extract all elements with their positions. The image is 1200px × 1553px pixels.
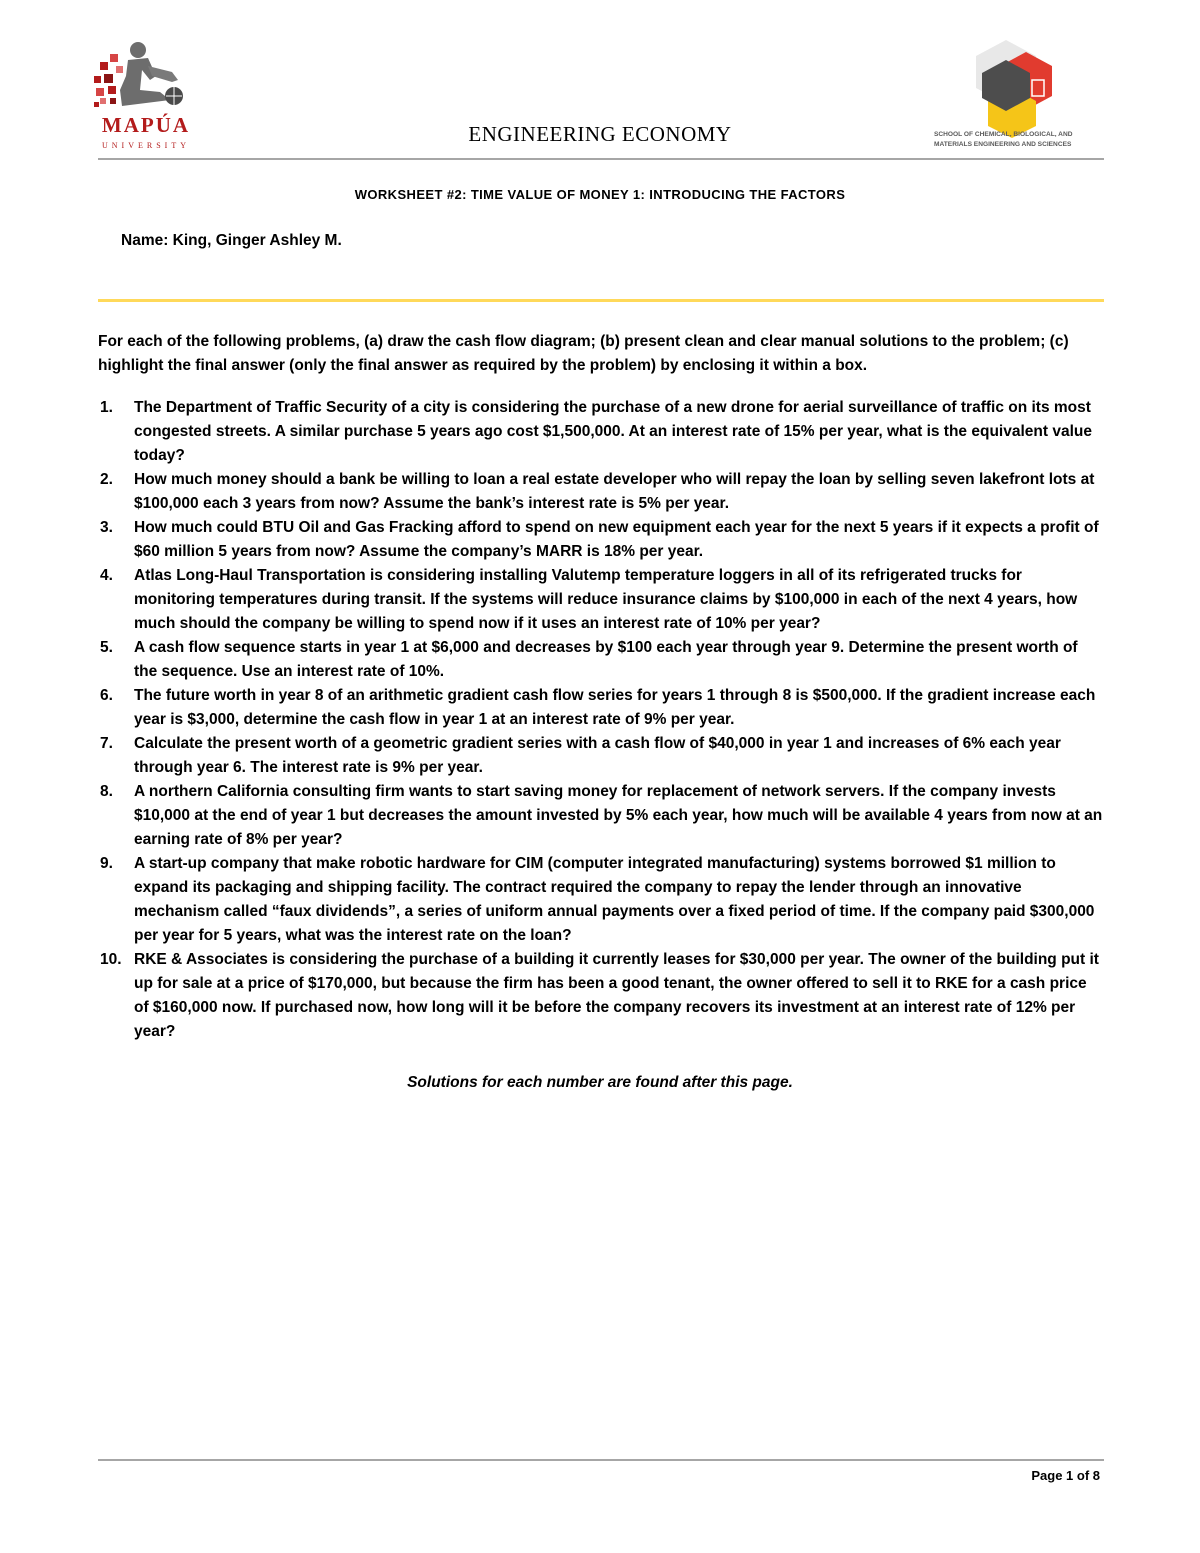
problem-text: RKE & Associates is considering the purchase of a building it currently leases for $30,000 per year. The owner of the building put it up for sale at a price of $170,000, but because the firm has been a good tenant, the owner offered to sell it to RKE for a cash price of $160,000 now. If purchased now, how long will it be before the company recovers its investment at an interest rate of 12% per year? [134, 951, 1099, 1040]
problem-list [98, 396, 1104, 1044]
problem-number: 8. [100, 783, 113, 800]
problem-text: Atlas Long-Haul Transportation is considering installing Valutemp temperature loggers in all of its refrigerated trucks for monitoring temperatures during transit. If the systems will reduce insurance claims by $100,000 in each of the next 4 years, how much should the company be willing to spend now if it uses an interest rate of 10% per year? [134, 567, 1078, 632]
school-hexagon-logo-icon [930, 36, 1110, 154]
instructions-paragraph: For each of the following problems, (a) draw the cash flow diagram; (b) present clean and clear manual solutions to the problem; (c) highlight the final answer (only the final answer as required by the problem) by enclosing it within a box. [98, 333, 1069, 374]
header-divider [98, 158, 1104, 160]
course-title: ENGINEERING ECONOMY [468, 122, 732, 146]
problem-text: The Department of Traffic Security of a city is considering the purchase of a new drone for aerial surveillance of traffic on its most congested streets. A similar purchase 5 years ago cost $1,500,000. At an interest rate of 15% per year, what is the equivalent value today? [134, 399, 1092, 464]
problem-number: 2. [100, 471, 113, 488]
student-name: Name: King, Ginger Ashley M. [121, 232, 342, 249]
problem-text: A northern California consulting firm wants to start saving money for replacement of network servers. If the company invests $10,000 at the end of year 1 but decreases the amount invested by 5% each year, how much will be available 4 years from now at an earning rate of 8% per year? [134, 783, 1103, 848]
problem-item [98, 396, 1104, 468]
problem-number: 4. [100, 567, 113, 584]
school-caption-line2: MATERIALS ENGINEERING AND SCIENCES [934, 141, 1072, 148]
problem-item [98, 780, 1104, 852]
problem-item [98, 468, 1104, 516]
problem-number: 3. [100, 519, 113, 536]
worksheet-title: WORKSHEET #2: TIME VALUE OF MONEY 1: INTRODUCING THE FACTORS [354, 187, 846, 202]
school-logo [930, 36, 1110, 154]
problem-text: The future worth in year 8 of an arithmetic gradient cash flow series for years 1 through 8 is $500,000. If the gradient increase each year is $3,000, determine the cash flow in year 1 at an interest rate of 9% per year. [134, 687, 1096, 728]
problem-item [98, 636, 1104, 684]
problem-number: 9. [100, 855, 113, 872]
yellow-divider [98, 299, 1104, 302]
problem-text: How much could BTU Oil and Gas Fracking afford to spend on new equipment each year for the next 5 years if it expects a profit of $60 million 5 years from now? Assume the company’s MARR is 18% per year. [134, 519, 1099, 560]
problem-text: A cash flow sequence starts in year 1 at $6,000 and decreases by $100 each year through year 9. Determine the present worth of the sequence. Use an interest rate of 10%. [134, 639, 1078, 680]
problem-text: How much money should a bank be willing to loan a real estate developer who will repay the loan by selling seven lakefront lots at $100,000 each 3 years from now? Assume the bank’s interest rate is 5% per year. [134, 471, 1095, 512]
problem-item [98, 684, 1104, 732]
problem-item [98, 516, 1104, 564]
problem-item [98, 732, 1104, 780]
problem-number: 6. [100, 687, 113, 704]
page-number: Page 1 of 8 [1031, 1468, 1100, 1483]
logo-wordmark: MAPÚA [101, 113, 191, 137]
mapua-university-logo [92, 36, 200, 152]
solutions-note: Solutions for each number are found after this page. [407, 1074, 793, 1091]
footer-divider [98, 1459, 1104, 1461]
school-caption-line1: SCHOOL OF CHEMICAL, BIOLOGICAL, AND [934, 131, 1073, 138]
logo-subline: UNIVERSITY [102, 141, 190, 150]
problem-item [98, 564, 1104, 636]
problem-item [98, 948, 1104, 1044]
problem-item [98, 852, 1104, 948]
worksheet-body [98, 330, 1104, 1044]
problem-number: 10. [100, 951, 122, 968]
problem-text: A start-up company that make robotic hardware for CIM (computer integrated manufacturing) systems borrowed $1 million to expand its packaging and shipping facility. The contract required the company to repay the lender through an innovative mechanism called “faux dividends”, a series of uniform annual payments over a fixed period of time. If the company paid $300,000 per year for 5 years, what was the interest rate on the loan? [134, 855, 1095, 944]
problem-number: 5. [100, 639, 113, 656]
problem-text: Calculate the present worth of a geometric gradient series with a cash flow of $40,000 in year 1 and increases of 6% each year through year 6. The interest rate is 9% per year. [134, 735, 1061, 776]
mapua-university-logo-icon [92, 36, 200, 152]
problem-number: 1. [100, 399, 113, 416]
problem-number: 7. [100, 735, 113, 752]
